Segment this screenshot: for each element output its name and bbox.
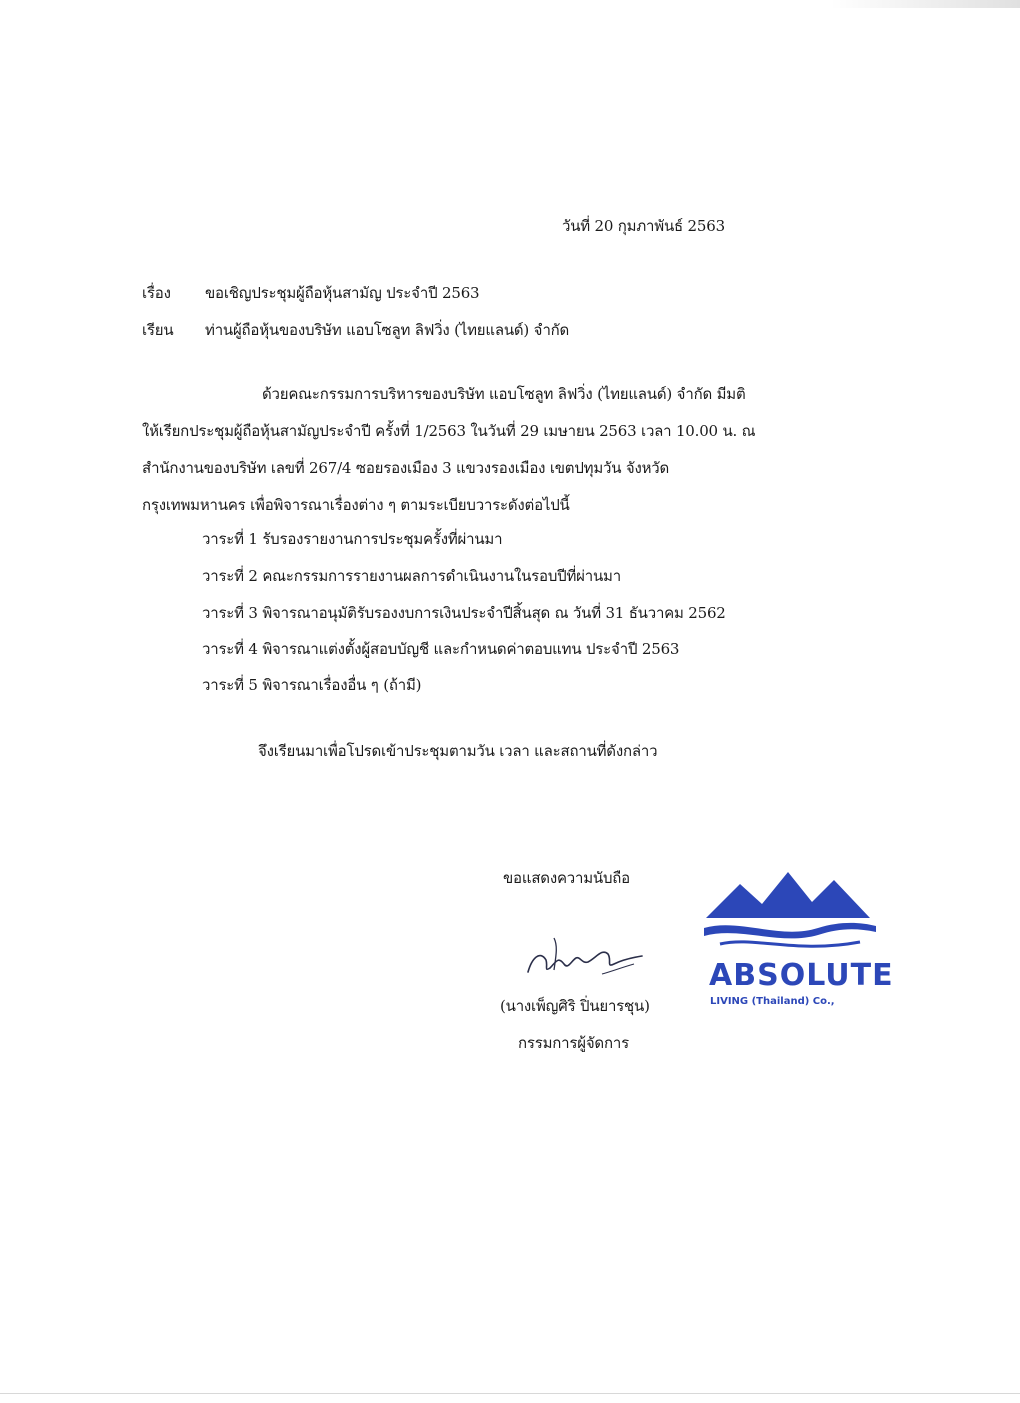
logo-company-subtitle: LIVING (Thailand) Co.,: [710, 996, 835, 1007]
recipient-label: เรียน: [142, 321, 174, 339]
agenda-item: วาระที่ 2 คณะกรรมการรายงานผลการดำเนินงานในรอบปีที่ผ่านมา: [202, 567, 621, 585]
scan-edge-line: [0, 1393, 1020, 1394]
subject-label: เรื่อง: [142, 284, 171, 302]
letter-date: วันที่ 20 กุมภาพันธ์ 2563: [562, 217, 725, 235]
signature: [510, 920, 650, 990]
body-line: ด้วยคณะกรรมการบริหารของบริษัท แอบโซลูท ลิฟวิ่ง (ไทยแลนด์) จำกัด มีมติ: [262, 385, 746, 403]
signer-position: กรรมการผู้จัดการ: [518, 1034, 629, 1052]
body-line: ให้เรียกประชุมผู้ถือหุ้นสามัญประจำปี ครั้งที่ 1/2563 ในวันที่ 29 เมษายน 2563 เวลา 10.00 น. ณ: [142, 422, 756, 440]
recipient-text: ท่านผู้ถือหุ้นของบริษัท แอบโซลูท ลิฟวิ่ง (ไทยแลนด์) จำกัด: [205, 321, 570, 339]
agenda-item: วาระที่ 3 พิจารณาอนุมัติรับรองงบการเงินประจำปีสิ้นสุด ณ วันที่ 31 ธันวาคม 2562: [202, 604, 726, 622]
closing-line: จึงเรียนมาเพื่อโปรดเข้าประชุมตามวัน เวลา และสถานที่ดังกล่าว: [258, 742, 658, 760]
body-line: กรุงเทพมหานคร เพื่อพิจารณาเรื่องต่าง ๆ ตามระเบียบวาระดังต่อไปนี้: [142, 496, 570, 514]
agenda-item: วาระที่ 4 พิจารณาแต่งตั้งผู้สอบบัญชี และกำหนดค่าตอบแทน ประจำปี 2563: [202, 640, 680, 658]
scan-shadow: [830, 0, 1020, 8]
agenda-item: วาระที่ 1 รับรองรายงานการประชุมครั้งที่ผ่านมา: [202, 530, 503, 548]
signer-name: (นางเพ็ญศิริ ปิ่นยารชุน): [500, 997, 650, 1015]
company-logo: [700, 866, 880, 1016]
logo-company-name: ABSOLUTE: [709, 958, 894, 993]
regards-line: ขอแสดงความนับถือ: [503, 869, 630, 887]
body-line: สำนักงานของบริษัท เลขที่ 267/4 ซอยรองเมือง 3 แขวงรองเมือง เขตปทุมวัน จังหวัด: [142, 459, 670, 477]
agenda-item: วาระที่ 5 พิจารณาเรื่องอื่น ๆ (ถ้ามี): [202, 676, 422, 694]
subject-text: ขอเชิญประชุมผู้ถือหุ้นสามัญ ประจำปี 2563: [205, 284, 480, 302]
